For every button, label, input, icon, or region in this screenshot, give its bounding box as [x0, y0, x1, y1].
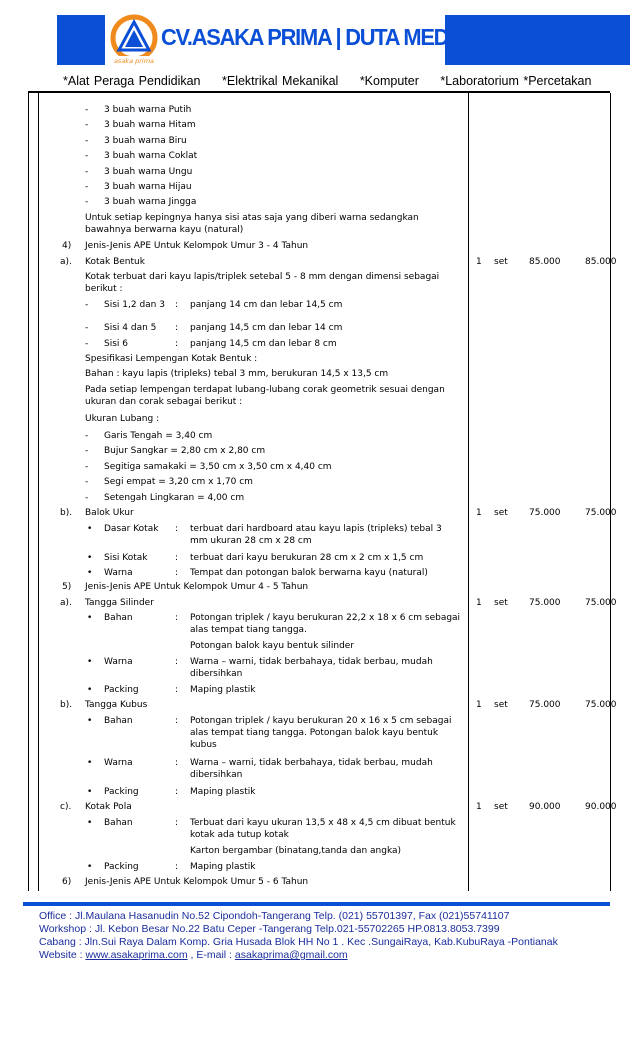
- website-label: Website :: [39, 949, 86, 961]
- spec-colon: :: [175, 613, 179, 623]
- spec-colon: :: [175, 323, 179, 333]
- item-total: 90.000: [585, 802, 617, 812]
- footer-office: Office : Jl.Maulana Hasanudin No.52 Cipondoh-Tangerang Telp. (021) 55701397, Fax (021)55741107: [39, 910, 510, 922]
- item-total: 85.000: [585, 257, 617, 267]
- spec-value: Potongan triplek / kayu berukuran 20 x 16 x 5 cm sebagai alas tempat tiang tangga. Potongan balok kayu bentuk kubus: [190, 716, 452, 750]
- item-qty: 1: [476, 598, 482, 608]
- item-qty: 1: [476, 802, 482, 812]
- item-number: a).: [60, 257, 72, 267]
- spec-value: Tempat dan potongan balok berwarna kayu (natural): [190, 568, 428, 578]
- dash: -: [85, 182, 89, 192]
- spec-label: Dasar Kotak: [104, 524, 159, 534]
- dash: -: [85, 477, 89, 487]
- item-unit: set: [494, 700, 508, 710]
- logo-text: asaka prima: [113, 57, 155, 65]
- bullet: •: [87, 524, 93, 534]
- spec-value: Potongan balok kayu bentuk silinder: [190, 641, 355, 651]
- section-number: 4): [62, 241, 72, 251]
- spec-colon: :: [175, 818, 179, 828]
- item-total: 75.000: [585, 700, 617, 710]
- spec-value: Warna – warni, tidak berbahaya, tidak berbau, mudah dibersihkan: [190, 758, 433, 780]
- spec-colon: :: [175, 657, 179, 667]
- item-number: a).: [60, 598, 72, 608]
- spec-value: panjang 14,5 cm dan lebar 8 cm: [190, 339, 337, 349]
- item-price: 85.000: [529, 257, 561, 267]
- spec-label: Warna: [104, 758, 133, 768]
- dash: -: [85, 323, 89, 333]
- spec-label: Bahan: [104, 716, 133, 726]
- spec-colon: :: [175, 862, 179, 872]
- bullet: •: [87, 862, 93, 872]
- item-number: c).: [60, 802, 72, 812]
- item-qty: 1: [476, 508, 482, 518]
- spec-label: Packing: [104, 685, 139, 695]
- company-name: CV.ASAKA PRIMA | DUTA MEDIA GROUP: [161, 24, 546, 50]
- spec-label: Warna: [104, 657, 133, 667]
- footer-workshop: Workshop : Jl. Kebon Besar No.22 Batu Ceper -Tangerang Telp.021-55702265 HP.0813.8053.7399: [39, 923, 500, 935]
- item-qty: 1: [476, 700, 482, 710]
- bullet: •: [87, 613, 93, 623]
- spec-label: Packing: [104, 787, 139, 797]
- item-total: 75.000: [585, 598, 617, 608]
- dash: -: [85, 197, 89, 207]
- description-text: Untuk setiap kepingnya hanya sisi atas saja yang diberi warna sedangkan bawahnya berwarna kayu (natural): [85, 213, 419, 235]
- email-label: , E-mail :: [187, 949, 235, 961]
- spec-label: Sisi 6: [104, 339, 128, 349]
- dash: -: [85, 105, 89, 115]
- footer-rule: [23, 902, 610, 906]
- dash: -: [85, 462, 89, 472]
- spec-colon: :: [175, 339, 179, 349]
- item-total: 75.000: [585, 508, 617, 518]
- spec-value: Warna – warni, tidak berbahaya, tidak berbau, mudah dibersihkan: [190, 657, 433, 679]
- item-name: Tangga Silinder: [85, 598, 154, 608]
- list-item: Segi empat = 3,20 cm x 1,70 cm: [104, 477, 253, 487]
- spec-value: Potongan triplek / kayu berukuran 22,2 x 18 x 6 cm sebagai alas tempat tiang tangga.: [190, 613, 461, 635]
- spec-value: Karton bergambar (binatang,tanda dan angka): [190, 846, 402, 856]
- tagline-item-3: *Komputer: [359, 74, 419, 88]
- bullet: •: [87, 685, 93, 695]
- dash: -: [85, 446, 89, 456]
- spec-value: Maping plastik: [190, 862, 256, 872]
- spec-colon: :: [175, 300, 179, 310]
- item-qty: 1: [476, 257, 482, 267]
- item-price: 75.000: [529, 598, 561, 608]
- spec-label: Packing: [104, 862, 139, 872]
- spec-colon: :: [175, 524, 179, 534]
- spec-value: Terbuat dari kayu ukuran 13,5 x 48 x 4,5 cm dibuat bentuk kotak ada tutup kotak: [190, 818, 456, 840]
- description-text: Bahan : kayu lapis (tripleks) tebal 3 mm, berukuran 14,5 x 13,5 cm: [85, 369, 389, 379]
- bullet: •: [87, 716, 93, 726]
- dash: -: [85, 151, 89, 161]
- tagline-item-2: *Elektrikal Mekanikal: [222, 74, 339, 88]
- description-text: Kotak terbuat dari kayu lapis/triplek setebal 5 - 8 mm dengan dimensi sebagai berikut :: [85, 272, 440, 294]
- bullet: •: [87, 568, 93, 578]
- list-item: Setengah Lingkaran = 4,00 cm: [104, 493, 245, 503]
- item-name: Balok Ukur: [85, 508, 134, 518]
- item-unit: set: [494, 508, 508, 518]
- item-price: 75.000: [529, 508, 561, 518]
- description-text: Ukuran Lubang :: [85, 414, 160, 424]
- dash: -: [85, 493, 89, 503]
- item-name: Kotak Pola: [85, 802, 132, 812]
- footer: [39, 910, 558, 962]
- description-text: Spesifikasi Lempengan Kotak Bentuk :: [85, 354, 258, 364]
- description-text: Pada setiap lempengan terdapat lubang-lubang corak geometrik sesuai dengan ukuran dan corak sebagai berikut :: [85, 385, 445, 407]
- spec-value: Maping plastik: [190, 787, 256, 797]
- dash: -: [85, 300, 89, 310]
- spec-label: Sisi 1,2 dan 3: [104, 300, 165, 310]
- item-price: 90.000: [529, 802, 561, 812]
- bullet: •: [87, 657, 93, 667]
- item-unit: set: [494, 257, 508, 267]
- bullet: •: [87, 758, 93, 768]
- list-item: Bujur Sangkar = 2,80 cm x 2,80 cm: [104, 446, 266, 456]
- spec-colon: :: [175, 553, 179, 563]
- dash: -: [85, 120, 89, 130]
- bullet: •: [87, 553, 93, 563]
- bullet: •: [87, 818, 93, 828]
- item-unit: set: [494, 802, 508, 812]
- item-number: b).: [60, 508, 73, 518]
- footer-cabang: Cabang : Jln.Sui Raya Dalam Komp. Gria Husada Blok HH No 1 . Kec .SungaiRaya, Kab.KubuRaya -Pontianak: [39, 936, 558, 948]
- tagline-item-1: *Alat Peraga Pendidikan: [63, 74, 201, 88]
- item-name: Tangga Kubus: [85, 700, 148, 710]
- tagline-item-4: *Laboratorium *Percetakan: [440, 74, 592, 88]
- item-number: b).: [60, 700, 73, 710]
- dash: -: [85, 339, 89, 349]
- list-item: Segitiga samakaki = 3,50 cm x 3,50 cm x 4,40 cm: [104, 462, 332, 472]
- section-number: 6): [62, 877, 72, 887]
- list-item: Garis Tengah = 3,40 cm: [104, 431, 213, 441]
- section-heading: Jenis-Jenis APE Untuk Kelompok Umur 3 - 4 Tahun: [85, 241, 309, 251]
- list-item: 3 buah warna Hitam: [104, 120, 196, 130]
- section-heading: Jenis-Jenis APE Untuk Kelompok Umur 5 - 6 Tahun: [85, 877, 309, 887]
- spec-colon: :: [175, 568, 179, 578]
- dash: -: [85, 167, 89, 177]
- list-item: 3 buah warna Jingga: [104, 197, 197, 207]
- spec-label: Sisi 4 dan 5: [104, 323, 157, 333]
- spec-colon: :: [175, 685, 179, 695]
- list-item: 3 buah warna Coklat: [104, 151, 198, 161]
- spec-label: Bahan: [104, 613, 133, 623]
- spec-value: panjang 14,5 cm dan lebar 14 cm: [190, 323, 343, 333]
- spec-value: terbuat dari kayu berukuran 28 cm x 2 cm x 1,5 cm: [190, 553, 424, 563]
- dash: -: [85, 136, 89, 146]
- section-heading: Jenis-Jenis APE Untuk Kelompok Umur 4 - 5 Tahun: [85, 582, 309, 592]
- spec-value: Maping plastik: [190, 685, 256, 695]
- spec-label: Sisi Kotak: [104, 553, 148, 563]
- dash: -: [85, 431, 89, 441]
- spec-label: Bahan: [104, 818, 133, 828]
- item-name: Kotak Bentuk: [85, 257, 145, 267]
- section-number: 5): [62, 582, 72, 592]
- spec-colon: :: [175, 716, 179, 726]
- spec-label: Warna: [104, 568, 133, 578]
- list-item: 3 buah warna Hijau: [104, 182, 192, 192]
- email-link[interactable]: asakaprima@gmail.com: [234, 949, 348, 961]
- item-price: 75.000: [529, 700, 561, 710]
- list-item: 3 buah warna Ungu: [104, 167, 193, 177]
- website-link[interactable]: www.asakaprima.com: [85, 949, 188, 961]
- item-unit: set: [494, 598, 508, 608]
- spec-colon: :: [175, 787, 179, 797]
- spec-value: panjang 14 cm dan lebar 14,5 cm: [190, 300, 343, 310]
- spec-colon: :: [175, 758, 179, 768]
- footer-contact: [39, 949, 558, 962]
- bullet: •: [87, 787, 93, 797]
- spec-value: terbuat dari hardboard atau kayu lapis (tripleks) tebal 3 mm ukuran 28 cm x 28 cm: [190, 524, 442, 546]
- list-item: 3 buah warna Putih: [104, 105, 192, 115]
- list-item: 3 buah warna Biru: [104, 136, 187, 146]
